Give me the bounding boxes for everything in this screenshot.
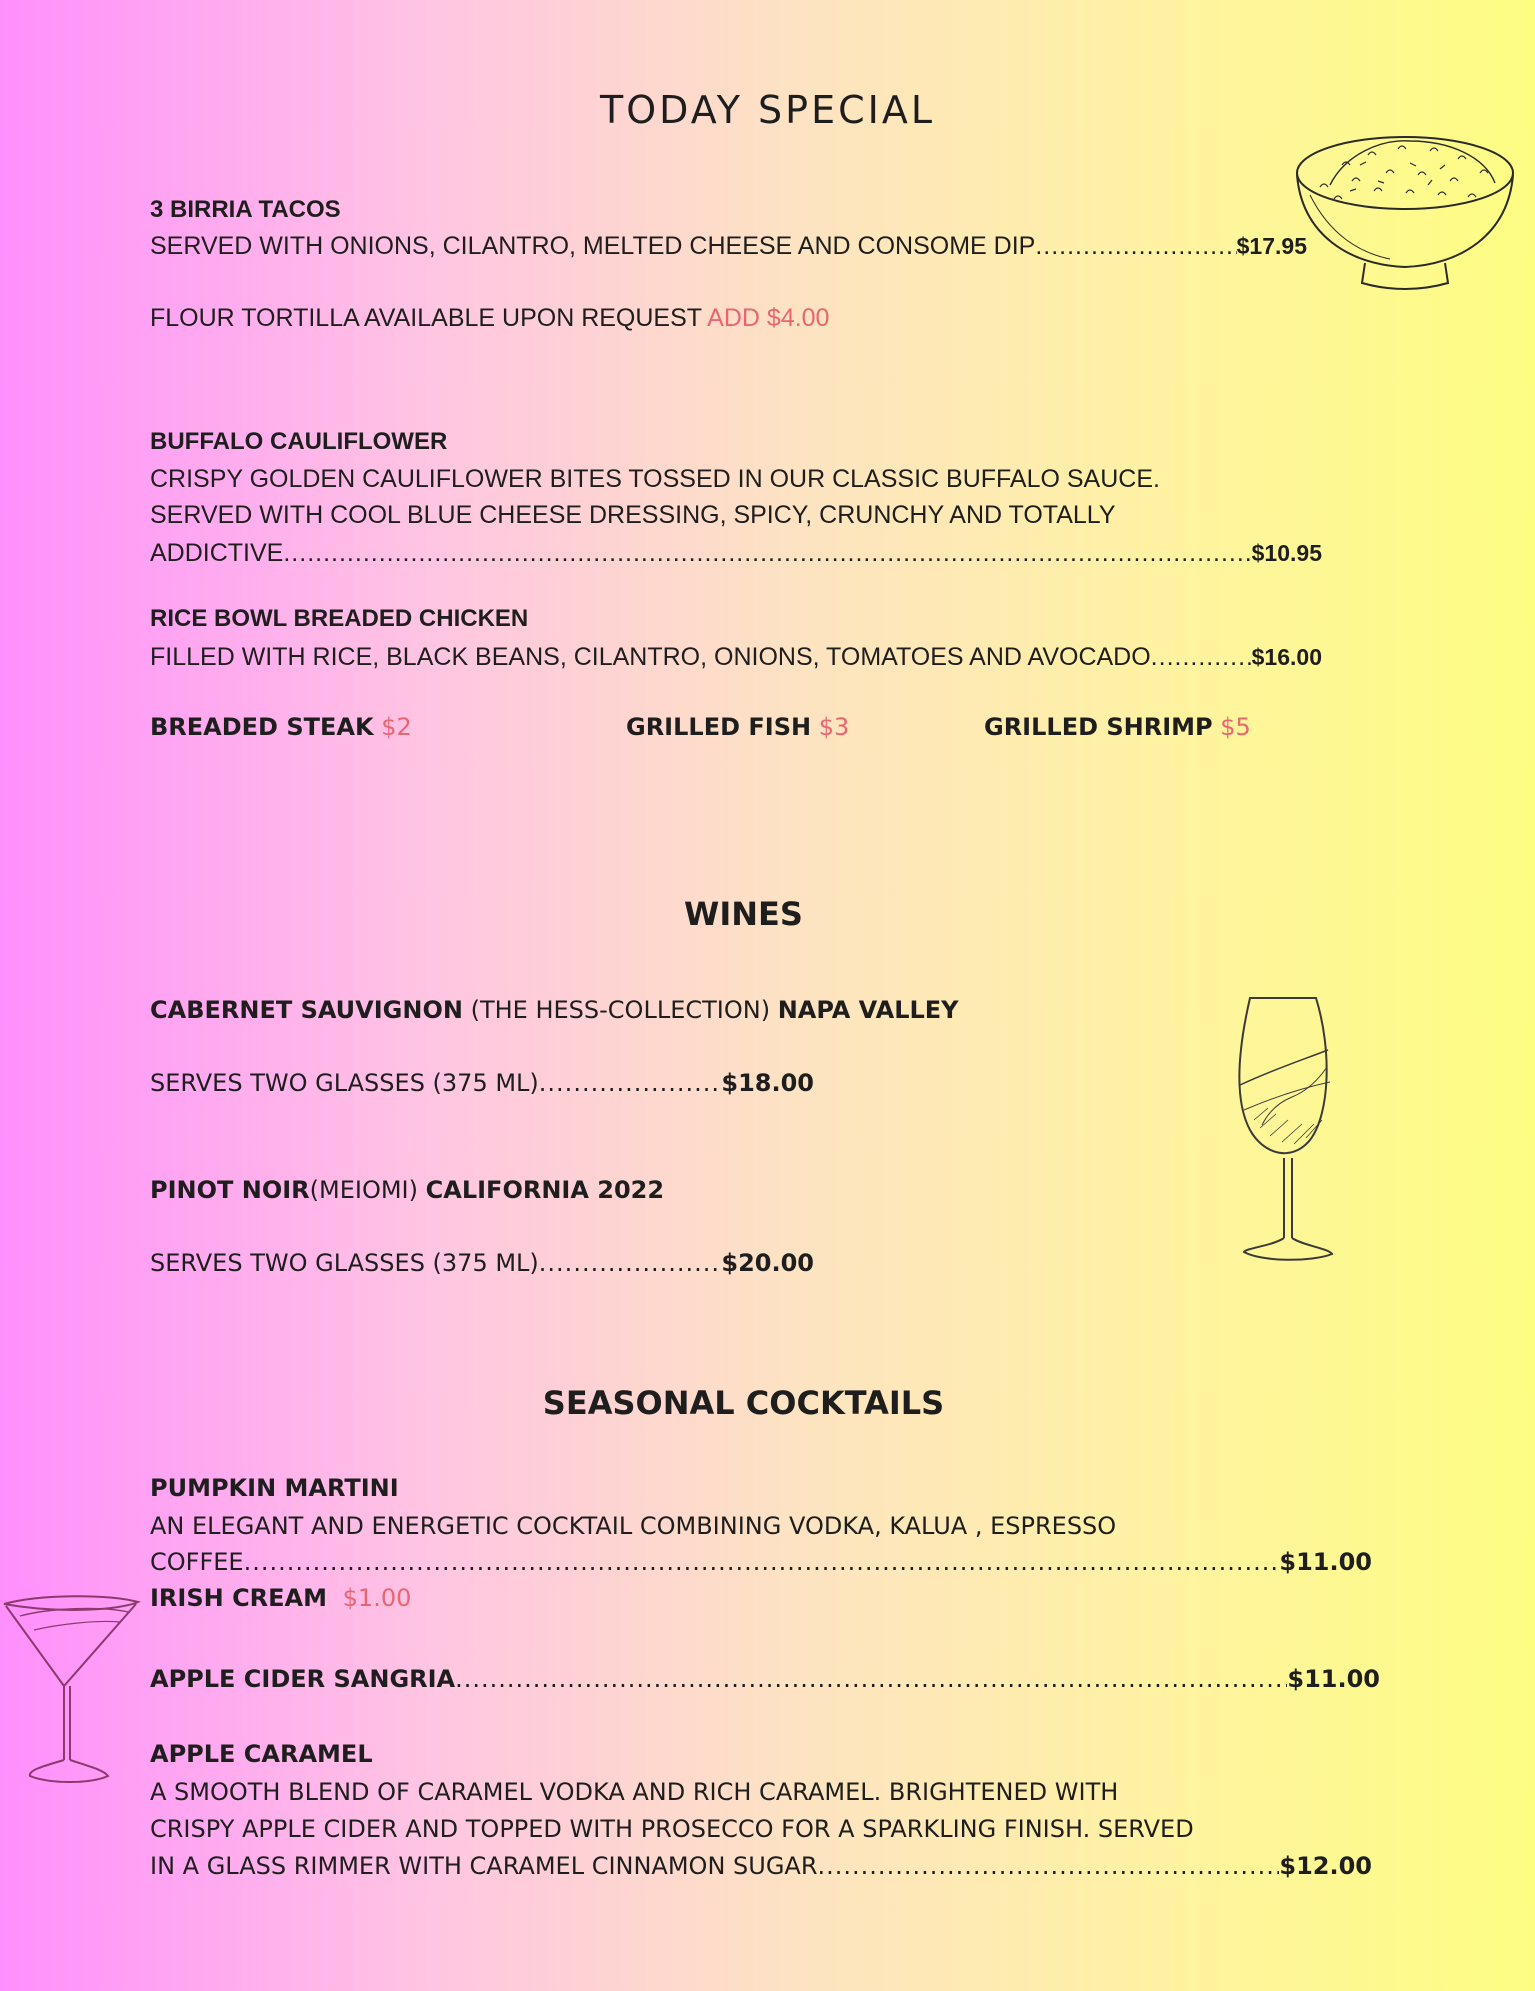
wine-serving: SERVES TWO GLASSES (375 ML): [150, 1249, 539, 1277]
addon-breaded-steak: [150, 713, 412, 741]
pumpkin-martini-row: [150, 1548, 1372, 1576]
addon-label: BREADED STEAK: [150, 713, 374, 741]
dot-leader: [1151, 643, 1252, 672]
wine-cabernet-title: [150, 996, 959, 1024]
buffalo-cauliflower-price: $10.95: [1251, 540, 1322, 566]
pumpkin-martini-name: PUMPKIN MARTINI: [150, 1474, 399, 1502]
rice-bowl-row: [150, 643, 1322, 672]
buffalo-cauliflower-row: [150, 539, 1322, 568]
addon-price: $5: [1220, 713, 1251, 741]
apple-caramel-name: APPLE CARAMEL: [150, 1740, 373, 1768]
apple-cider-sangria-row: [150, 1665, 1380, 1693]
dot-leader: [539, 1069, 722, 1097]
pumpkin-martini-line1: AN ELEGANT AND ENERGETIC COCKTAIL COMBINING VODKA, KALUA , ESPRESSO: [150, 1512, 1117, 1540]
wine-pinot-title: [150, 1176, 664, 1204]
flour-tortilla-note: [150, 300, 829, 336]
dot-leader: [283, 539, 1251, 568]
dot-leader: [455, 1665, 1287, 1693]
wines-title: WINES: [684, 895, 803, 933]
dot-leader: [539, 1249, 722, 1277]
addon-label: GRILLED SHRIMP: [984, 713, 1213, 741]
birria-tacos-price: $17.95: [1236, 233, 1307, 259]
addon-price: $1.00: [342, 1584, 412, 1612]
addon-grilled-shrimp: [984, 713, 1251, 741]
rice-bowl-name: RICE BOWL BREADED CHICKEN: [150, 605, 529, 632]
apple-caramel-line2: CRISPY APPLE CIDER AND TOPPED WITH PROSECCO FOR A SPARKLING FINISH. SERVED: [150, 1815, 1194, 1843]
pumpkin-martini-line2: COFFEE: [150, 1548, 244, 1576]
wine-producer: (THE HESS-COLLECTION): [470, 996, 771, 1024]
apple-caramel-price: $12.00: [1279, 1852, 1372, 1880]
martini-glass-icon: [0, 1590, 145, 1790]
birria-tacos-desc: SERVED WITH ONIONS, CILANTRO, MELTED CHEESE AND CONSOME DIP: [150, 232, 1036, 260]
addon-label: IRISH CREAM: [150, 1584, 328, 1612]
birria-tacos-row: [150, 232, 1307, 261]
flour-tortilla-price: ADD $4.00: [707, 304, 830, 332]
wine-region: CALIFORNIA 2022: [425, 1176, 665, 1204]
cocktails-title: SEASONAL COCKTAILS: [542, 1384, 945, 1422]
wine-price: $20.00: [721, 1249, 814, 1277]
apple-caramel-line1: A SMOOTH BLEND OF CARAMEL VODKA AND RICH CARAMEL. BRIGHTENED WITH: [150, 1778, 1119, 1806]
rice-bowl-icon: [1290, 125, 1520, 295]
wine-serving: SERVES TWO GLASSES (375 ML): [150, 1069, 539, 1097]
wine-name: CABERNET SAUVIGNON: [150, 996, 463, 1024]
dot-leader: [818, 1852, 1280, 1880]
apple-caramel-row: [150, 1852, 1372, 1880]
wine-region: NAPA VALLEY: [777, 996, 959, 1024]
buffalo-cauliflower-line1: CRISPY GOLDEN CAULIFLOWER BITES TOSSED IN OUR CLASSIC BUFFALO SAUCE.: [150, 465, 1160, 493]
buffalo-cauliflower-line3: ADDICTIVE: [150, 539, 284, 567]
pumpkin-martini-price: $11.00: [1279, 1548, 1372, 1576]
addon-price: $2: [381, 713, 412, 741]
dot-leader: [244, 1548, 1280, 1576]
apple-caramel-line3: IN A GLASS RIMMER WITH CARAMEL CINNAMON SUGAR: [150, 1852, 818, 1880]
apple-cider-sangria-name: APPLE CIDER SANGRIA: [150, 1665, 456, 1693]
buffalo-cauliflower-line2: SERVED WITH COOL BLUE CHEESE DRESSING, SPICY, CRUNCHY AND TOTALLY: [150, 501, 1116, 529]
rice-bowl-price: $16.00: [1251, 644, 1322, 670]
wine-cabernet-serving-row: [150, 1069, 814, 1097]
today-special-title: TODAY SPECIAL: [599, 88, 935, 132]
addon-price: $3: [818, 713, 850, 741]
wine-price: $18.00: [721, 1069, 814, 1097]
wine-glass-icon: [1232, 990, 1352, 1275]
birria-tacos-name: 3 BIRRIA TACOS: [150, 196, 341, 223]
wine-producer: (MEIOMI): [309, 1176, 418, 1204]
irish-cream-addon: [150, 1584, 411, 1612]
dot-leader: [1035, 232, 1236, 261]
flour-tortilla-text: FLOUR TORTILLA AVAILABLE UPON REQUEST: [150, 304, 702, 332]
apple-cider-sangria-price: $11.00: [1287, 1665, 1380, 1693]
rice-bowl-desc: FILLED WITH RICE, BLACK BEANS, CILANTRO, ONIONS, TOMATOES AND AVOCADO: [150, 643, 1151, 671]
wine-pinot-serving-row: [150, 1249, 814, 1277]
addon-label: GRILLED FISH: [626, 713, 812, 741]
buffalo-cauliflower-name: BUFFALO CAULIFLOWER: [150, 428, 448, 455]
addon-grilled-fish: [626, 713, 849, 741]
wine-name: PINOT NOIR: [150, 1176, 310, 1204]
